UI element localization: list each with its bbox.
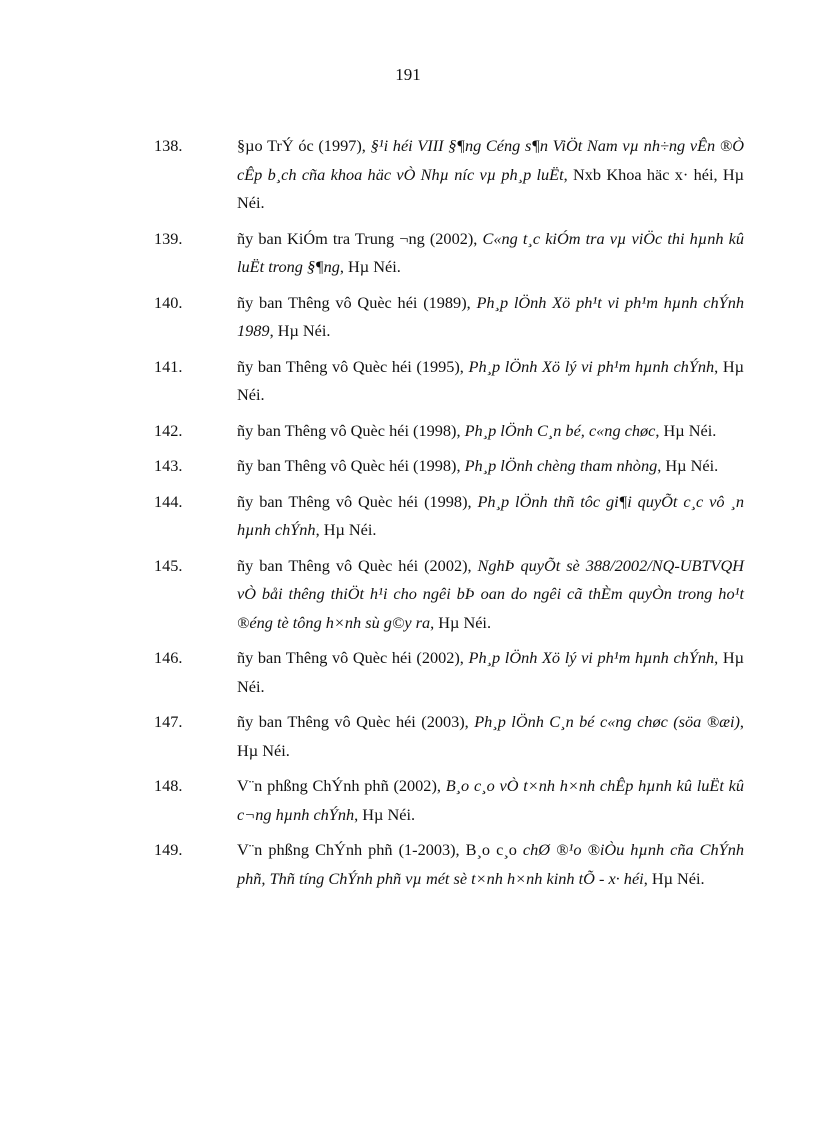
reference-author: ñy ban Thêng vô Quèc héi (2002), xyxy=(237,648,469,667)
reference-item xyxy=(154,644,744,701)
reference-title: Ph¸p lÖnh C¸n bé c«ng chøc (söa ®æi) xyxy=(474,712,740,731)
reference-item xyxy=(154,353,744,410)
reference-item xyxy=(154,225,744,282)
reference-title: Ph¸p lÖnh Xö lý vi ph¹m hµnh chÝnh xyxy=(468,356,715,376)
reference-publisher: , Hµ Néi. xyxy=(657,456,719,475)
reference-item xyxy=(154,289,744,346)
reference-number: 140. xyxy=(154,292,183,312)
reference-number: 146. xyxy=(154,648,183,667)
reference-title: chØ ®¹o ®iÒu hµnh cña ChÝnh phñ, Thñ tíng ChÝnh phñ vµ mét sè t×nh h×nh kinh tÕ - x· héi xyxy=(237,840,745,888)
reference-title: §¹i héi VIII §¶ng Céng s¶n ViÖt Nam vµ nh÷ng vÊn ®Ò cÊp b¸ch cña khoa häc vÒ Nhµ níc vµ ph¸p luËt xyxy=(237,136,745,184)
reference-title: Ph¸p lÖnh C¸n bé, c«ng chøc xyxy=(464,420,656,440)
reference-number: 141. xyxy=(154,356,183,376)
reference-title: C«ng t¸c kiÓm tra vµ viÖc thi hµnh kû luËt trong §¶ng xyxy=(237,228,744,276)
reference-author: V¨n phßng ChÝnh phñ (1-2003), B¸o c¸o xyxy=(237,840,523,859)
reference-title: NghÞ quyÕt sè 388/2002/NQ-UBTVQH vÒ båi thêng thiÖt h¹i cho ngêi bÞ oan do ngêi cã thÈm quyÒn trong ho¹t ®éng tè tông h×nh sù g©y ra xyxy=(237,555,744,632)
reference-item xyxy=(154,452,744,481)
reference-author: §µo TrÝ óc (1997), xyxy=(237,136,371,155)
reference-publisher: , Hµ Néi. xyxy=(237,648,744,696)
reference-title: Ph¸p lÖnh Xö lý vi ph¹m hµnh chÝnh xyxy=(468,648,715,667)
reference-item xyxy=(154,836,744,893)
reference-publisher: , Hµ Néi. xyxy=(237,356,744,404)
reference-item xyxy=(154,132,744,218)
reference-publisher: , Hµ Néi. xyxy=(655,420,717,440)
reference-number: 139. xyxy=(154,228,183,248)
reference-publisher: , Hµ Néi. xyxy=(237,712,744,760)
reference-item xyxy=(154,417,744,446)
reference-number: 147. xyxy=(154,712,183,731)
reference-title: Ph¸p lÖnh Xö ph¹t vi ph¹m hµnh chÝnh 1989 xyxy=(237,292,744,340)
reference-item xyxy=(154,708,744,765)
reference-author: ñy ban Thêng vô Quèc héi (1998), xyxy=(237,491,478,511)
reference-publisher: , Hµ Néi. xyxy=(315,520,377,539)
reference-publisher: , Hµ Néi. xyxy=(269,321,331,340)
reference-publisher: , Hµ Néi. xyxy=(339,257,401,276)
reference-author: ñy ban Thêng vô Quèc héi (2002), xyxy=(237,555,478,575)
reference-publisher: , Hµ Néi. xyxy=(354,804,416,824)
reference-author: ñy ban KiÓm tra Trung ¬ng (2002), xyxy=(237,228,483,248)
reference-list xyxy=(154,132,744,900)
reference-number: 148. xyxy=(154,776,183,795)
reference-number: 138. xyxy=(154,136,183,155)
reference-number: 142. xyxy=(154,420,183,440)
reference-number: 144. xyxy=(154,491,183,511)
reference-author: ñy ban Thêng vô Quèc héi (1989), xyxy=(237,292,477,312)
reference-number: 143. xyxy=(154,456,183,475)
reference-number: 149. xyxy=(154,840,183,859)
reference-author: ñy ban Thêng vô Quèc héi (1998), xyxy=(237,456,465,475)
reference-author: ñy ban Thêng vô Quèc héi (2003), xyxy=(237,712,475,731)
reference-author: ñy ban Thêng vô Quèc héi (1998), xyxy=(237,420,465,440)
reference-item xyxy=(154,488,744,545)
reference-title: B¸o c¸o vÒ t×nh h×nh chÊp hµnh kû luËt kû c¬ng hµnh chÝnh xyxy=(237,776,744,824)
reference-author: V¨n phßng ChÝnh phñ (2002), xyxy=(237,776,446,795)
page-number: 191 xyxy=(395,65,421,84)
reference-publisher: , Hµ Néi. xyxy=(430,612,492,632)
reference-publisher: , Nxb Khoa häc x· héi, Hµ Néi. xyxy=(237,164,744,212)
reference-author: ñy ban Thêng vô Quèc héi (1995), xyxy=(237,356,469,376)
reference-number: 145. xyxy=(154,555,183,575)
reference-item xyxy=(154,552,744,638)
reference-title: Ph¸p lÖnh chèng tham nhòng xyxy=(464,456,658,475)
reference-title: Ph¸p lÖnh thñ tôc gi¶i quyÕt c¸c vô ¸n hµnh chÝnh xyxy=(237,491,744,539)
reference-publisher: , Hµ Néi. xyxy=(643,868,705,888)
reference-item xyxy=(154,772,744,829)
